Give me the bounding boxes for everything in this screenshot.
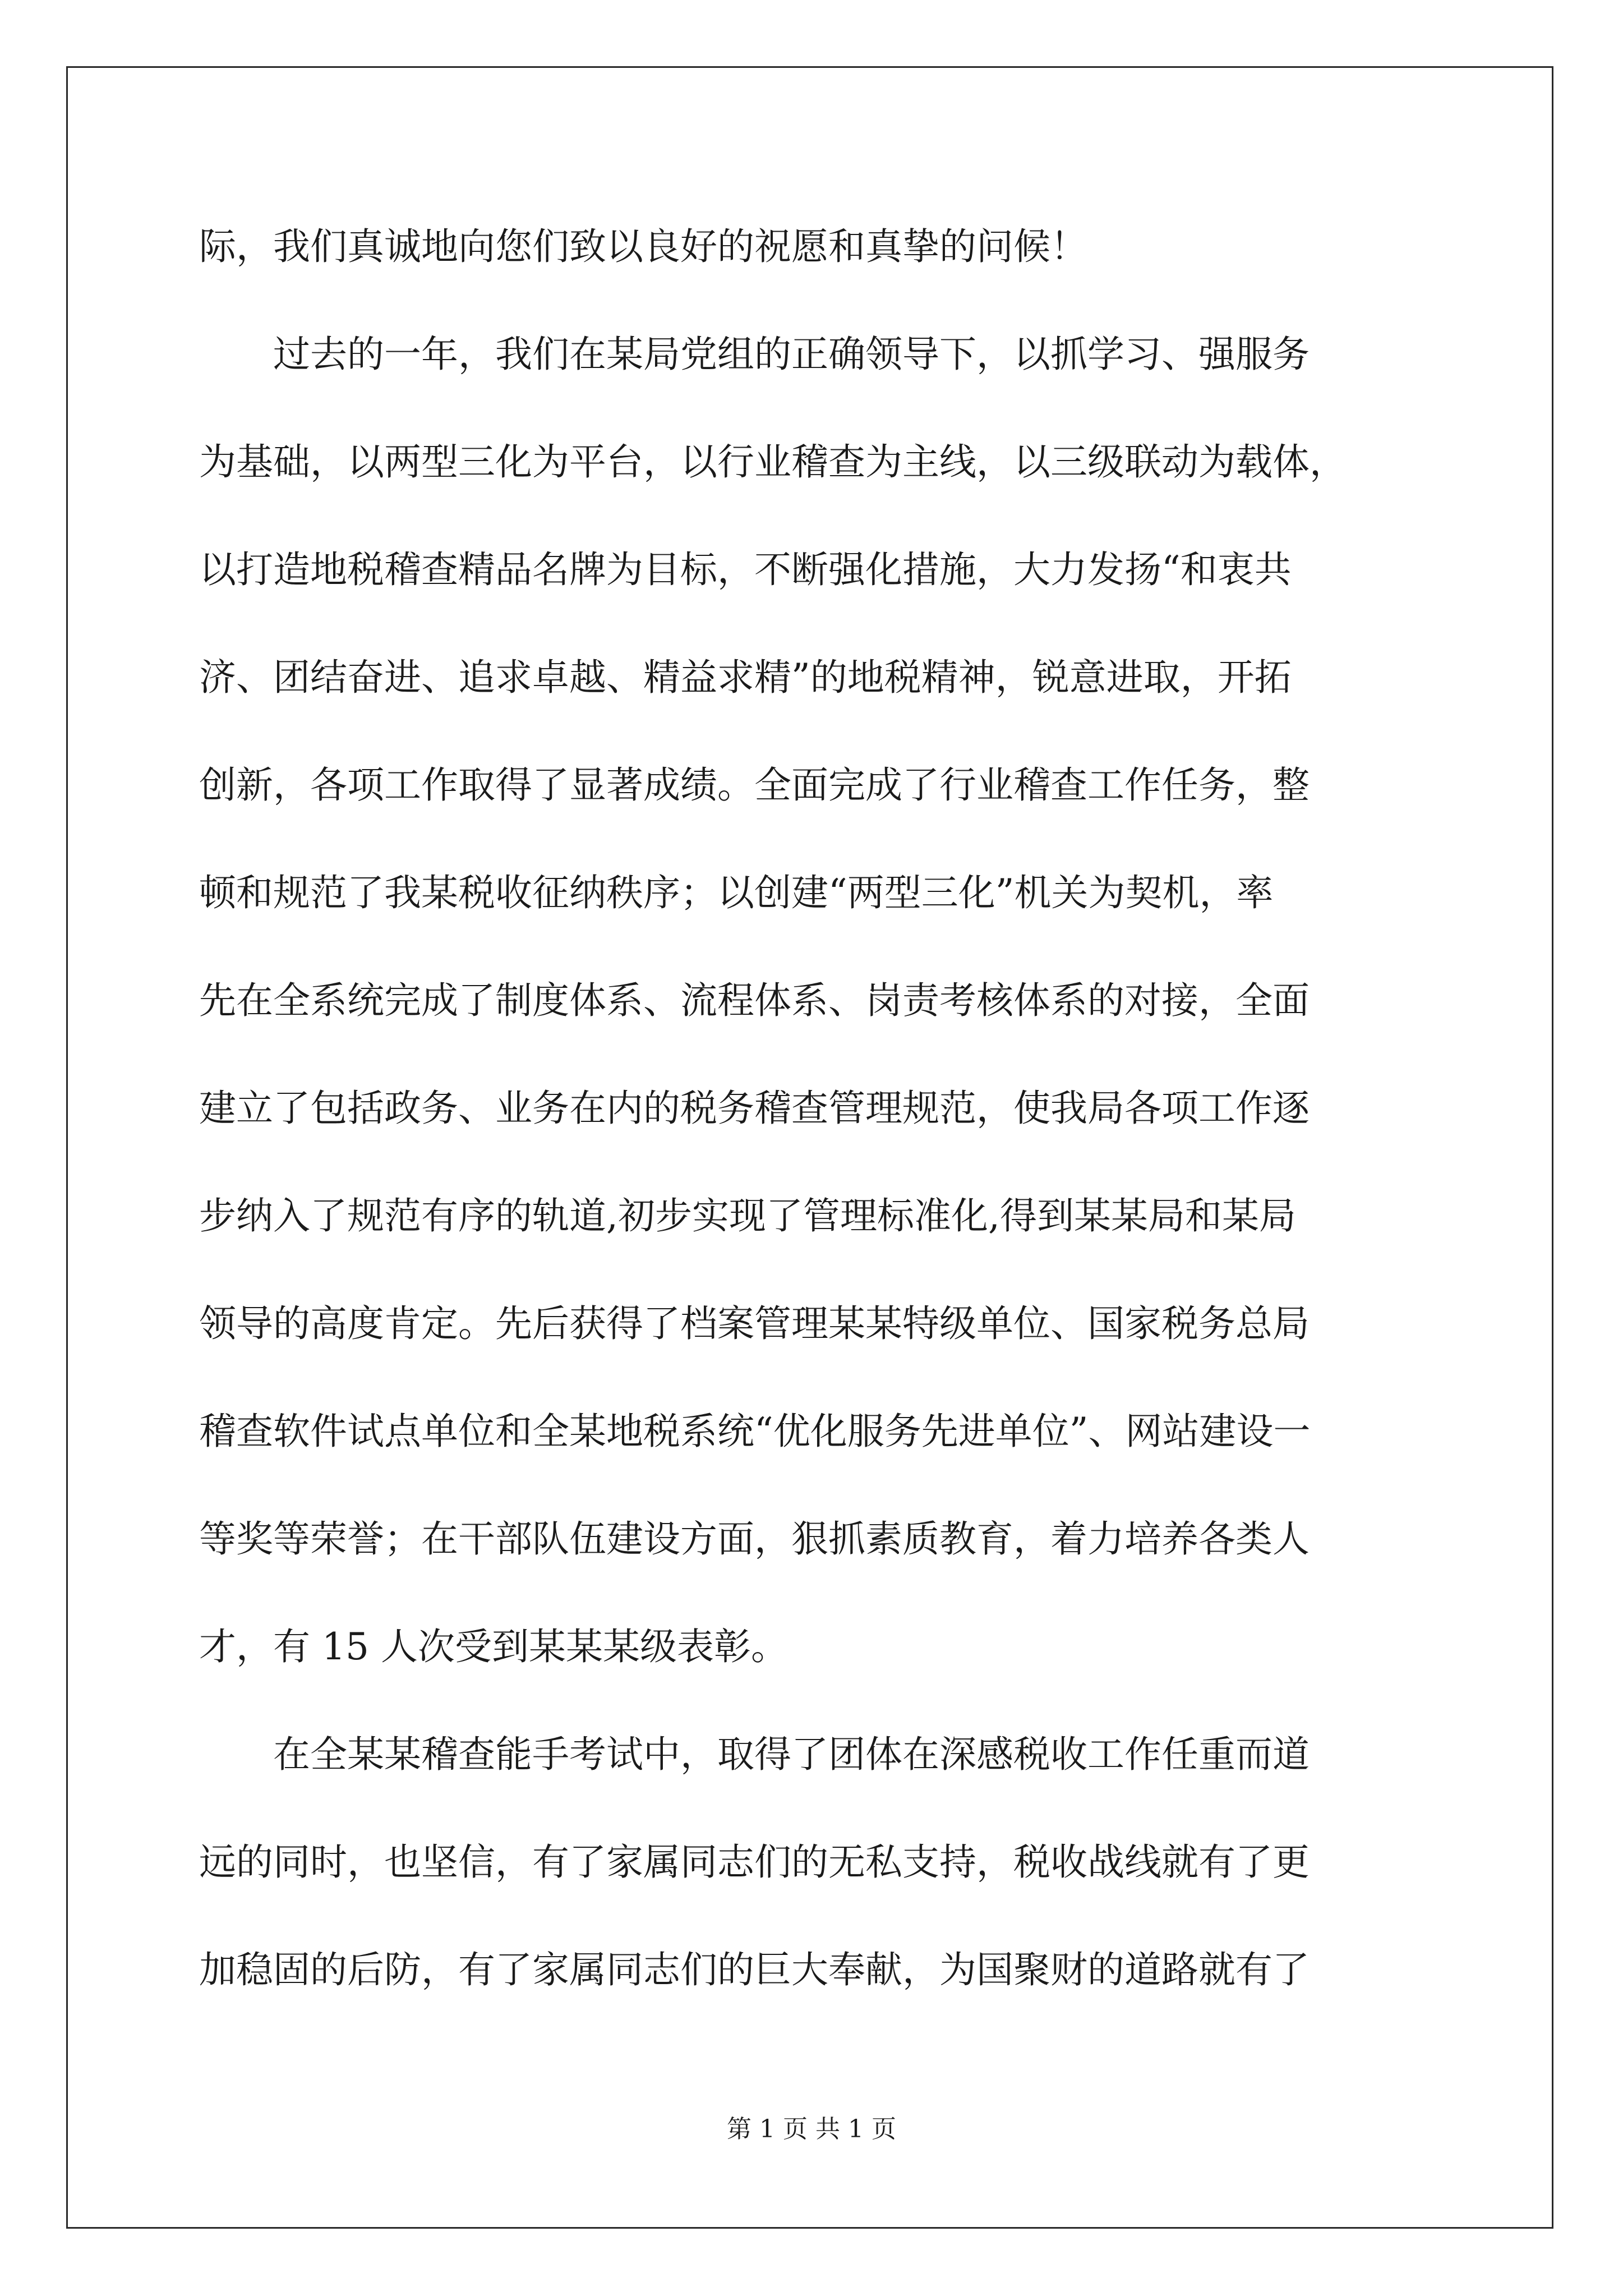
text-line: 加稳固的后防，有了家属同志们的巨大奉献，为国聚财的道路就有了	[199, 1948, 1310, 1991]
page-number-footer: 第 1 页 共 1 页	[727, 2115, 896, 2143]
text-line: 在全某某稽查能手考试中，取得了团体在深感税收工作任重而道	[273, 1733, 1310, 1776]
text-line: 过去的一年，我们在某局党组的正确领导下，以抓学习、强服务	[273, 333, 1310, 376]
text-line: 步纳入了规范有序的轨道,初步实现了管理标准化,得到某某局和某局	[199, 1194, 1296, 1237]
text-line: 际，我们真诚地向您们致以良好的祝愿和真挚的问候！	[199, 225, 1087, 268]
text-line: 为基础，以两型三化为平台，以行业稽查为主线，以三级联动为载体，	[199, 440, 1347, 484]
page-border	[66, 66, 1553, 2229]
text-line: 以打造地税稽查精品名牌为目标，不断强化措施，大力发扬“和衷共	[199, 548, 1292, 591]
text-line: 先在全系统完成了制度体系、流程体系、岗责考核体系的对接，全面	[199, 979, 1310, 1022]
text-line: 等奖等荣誉；在干部队伍建设方面，狠抓素质教育，着力培养各类人	[199, 1517, 1310, 1561]
text-line: 领导的高度肯定。先后获得了档案管理某某特级单位、国家税务总局	[199, 1302, 1310, 1345]
text-line: 才，有 15 人次受到某某某级表彰。	[199, 1625, 788, 1668]
text-line: 创新，各项工作取得了显著成绩。全面完成了行业稽查工作任务，整	[199, 763, 1310, 807]
text-line: 顿和规范了我某税收征纳秩序；以创建“两型三化”机关为契机，率	[199, 871, 1274, 914]
text-line: 建立了包括政务、业务在内的税务稽查管理规范，使我局各项工作逐	[199, 1087, 1310, 1130]
text-line: 稽查软件试点单位和全某地税系统“优化服务先进单位”、网站建设一	[199, 1410, 1311, 1453]
text-line: 济、团结奋进、追求卓越、精益求精”的地税精神，锐意进取，开拓	[199, 656, 1292, 699]
text-line: 远的同时，也坚信，有了家属同志们的无私支持，税收战线就有了更	[199, 1841, 1310, 1884]
